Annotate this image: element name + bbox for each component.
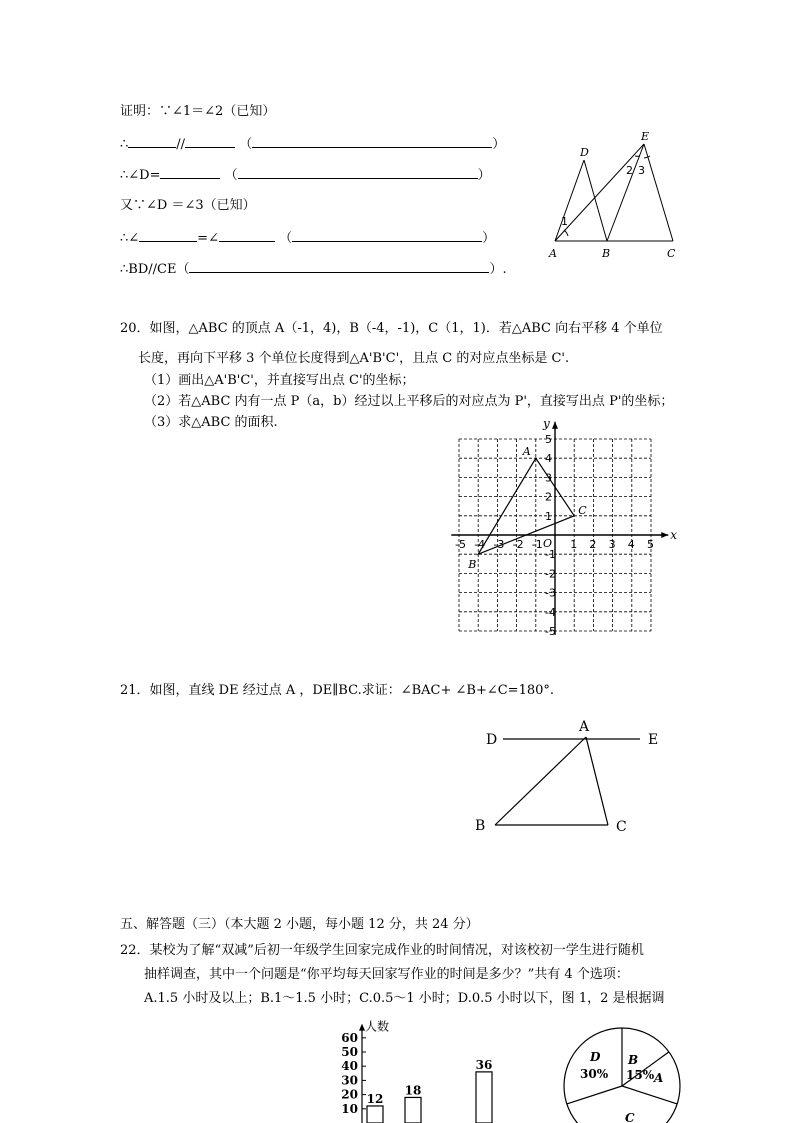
q20-stem-2: 长度，再向下平移 3 个单位长度得到△A'B'C'，且点 C 的对应点坐标是 C'.	[138, 351, 570, 366]
coordinate-grid	[440, 416, 677, 640]
label-angle-2: 2	[626, 164, 633, 177]
point-label-C: C	[578, 503, 587, 517]
proof-line-5	[120, 229, 495, 247]
y-tick-label: -5	[545, 625, 556, 638]
proof-figure	[540, 128, 690, 263]
bar-A	[367, 1106, 383, 1123]
x-tick-label: 4	[627, 538, 635, 551]
pie-chart	[560, 1020, 690, 1123]
y-tick-label: 10	[341, 1101, 358, 1116]
proof-line-3-prefix: ∴∠D=	[120, 168, 161, 183]
parallel-sign: //	[176, 137, 186, 152]
y-tick-label: -3	[545, 586, 556, 600]
y-axis-arrow-icon	[552, 422, 558, 429]
point-label-A: A	[522, 445, 531, 459]
bar-D	[476, 1072, 492, 1123]
close-paren: ）	[492, 137, 506, 152]
q20-sub-1: （1）画出△A'B'C'，并直接写出点 C'的坐标；	[144, 373, 415, 388]
q20-sub-2: （2）若△ABC 内有一点 P（a，b）经过以上平移后的对应点为 P'，直接写出点 P'的坐标；	[144, 394, 674, 409]
answer-blank[interactable]	[128, 135, 176, 148]
proof-line-5-prefix: ∴∠	[120, 231, 140, 246]
q20-stem-1: 20．如图，△ABC 的顶点 A（-1，4)，B（-4，-1)，C（1，1)．若△ABC 向右平移 4 个单位	[120, 321, 663, 336]
bar-value-label: 18	[404, 1083, 422, 1098]
answer-blank[interactable]	[219, 229, 275, 242]
pie-label-A: A	[654, 1071, 664, 1085]
reason-blank[interactable]	[238, 166, 478, 179]
q22-stem-1: 22．某校为了解“双减”后初一年级学生回家完成作业的时间情况，对该校初一学生进行随机	[120, 943, 644, 958]
proof-line-4: 又∵∠D ＝∠3（已知）	[120, 198, 256, 213]
x-tick-label: -4	[474, 538, 486, 551]
proof-line-6-suffix: ）.	[489, 262, 507, 277]
x-tick-label: -1	[531, 538, 543, 551]
y-tick-label: -2	[545, 567, 556, 581]
bar-B	[405, 1097, 421, 1123]
proof-line-2-prefix: ∴	[120, 137, 129, 152]
y-tick-label: 40	[341, 1059, 358, 1074]
open-paren: （	[224, 168, 238, 183]
q20-sub-3: （3）求△ABC 的面积.	[144, 415, 278, 430]
pie-label-C: C	[625, 1111, 635, 1123]
y-tick-label: 4	[545, 452, 552, 466]
q22-stem-2: 抽样调查，其中一个问题是“你平均每天回家写作业的时间是多少？”共有 4 个选项：	[144, 967, 629, 982]
x-tick-label: 1	[570, 538, 578, 551]
x-tick-label: -2	[512, 538, 524, 551]
pie-percent-D: 30%	[580, 1067, 609, 1081]
y-tick-label: 30	[341, 1073, 358, 1088]
equals-angle: =∠	[197, 231, 219, 246]
section-5-heading: 五、解答题（三）（本大题 2 小题，每小题 12 分，共 24 分）	[120, 917, 479, 932]
label-E: E	[641, 130, 650, 143]
proof-line-3	[120, 166, 491, 184]
bar-value-label: 12	[366, 1091, 384, 1106]
point-label-B: B	[468, 558, 477, 572]
label-B: B	[475, 818, 486, 834]
x-tick-label: -3	[493, 538, 505, 551]
close-paren: ）	[477, 168, 491, 183]
open-paren: （	[239, 137, 253, 152]
y-axis-label: y	[543, 416, 550, 431]
y-axis-label: 人数	[365, 1019, 390, 1034]
answer-blank[interactable]	[185, 135, 235, 148]
y-tick-label: -1	[545, 548, 556, 562]
answer-blank[interactable]	[160, 166, 220, 179]
y-tick-label: 60	[341, 1030, 358, 1045]
proof-line-6	[120, 260, 507, 278]
answer-blank[interactable]	[139, 229, 197, 242]
reason-blank[interactable]	[292, 229, 482, 242]
reason-blank[interactable]	[189, 260, 489, 273]
close-paren: ）	[482, 231, 496, 246]
x-tick-label: 3	[608, 538, 616, 551]
origin-label: O	[543, 537, 553, 550]
q22-stem-3: A.1.5 小时及以上；B.1～1.5 小时；C.0.5～1 小时；D.0.5 小时以下，图 1，2 是根据调	[144, 991, 665, 1006]
y-tick-label: 50	[341, 1045, 358, 1059]
proof-line-6-prefix: ∴BD//CE（	[120, 262, 190, 277]
bar-chart	[325, 1010, 515, 1123]
q21-stem: 21．如图，直线 DE 经过点 A ，DE∥BC.求证：∠BAC+ ∠B+∠C=180°.	[120, 683, 555, 698]
label-E: E	[648, 732, 659, 748]
label-B: B	[602, 247, 611, 260]
pie-label-D: D	[590, 1050, 601, 1064]
y-tick-label: 5	[545, 433, 552, 446]
label-D: D	[580, 146, 589, 159]
open-paren: （	[279, 231, 293, 246]
label-C: C	[616, 819, 627, 835]
label-angle-1: 1	[561, 215, 568, 228]
q21-figure	[475, 715, 670, 840]
label-angle-3: 3	[638, 164, 645, 177]
y-tick-label: 2	[545, 490, 552, 504]
x-axis-label: x	[670, 528, 677, 542]
label-A: A	[579, 719, 590, 735]
pie-label-B: B	[628, 1053, 639, 1067]
pie-percent-B: 15%	[626, 1068, 655, 1082]
x-tick-label: 2	[589, 538, 597, 551]
proof-line-1: 证明：∵∠1＝∠2（已知）	[120, 104, 276, 119]
proof-line-2	[120, 135, 505, 153]
x-tick-label: -5	[455, 538, 466, 551]
y-tick-label: -4	[545, 605, 556, 619]
x-tick-label: 5	[647, 538, 654, 551]
reason-blank[interactable]	[252, 135, 492, 148]
label-A: A	[549, 247, 557, 260]
y-tick-label: 20	[341, 1087, 358, 1102]
y-tick-label: 3	[545, 471, 552, 485]
y-tick-label: 1	[545, 509, 552, 523]
label-C: C	[667, 247, 676, 260]
x-axis-arrow-icon	[661, 532, 668, 538]
label-D: D	[486, 732, 498, 748]
bar-value-label: 36	[475, 1057, 493, 1072]
